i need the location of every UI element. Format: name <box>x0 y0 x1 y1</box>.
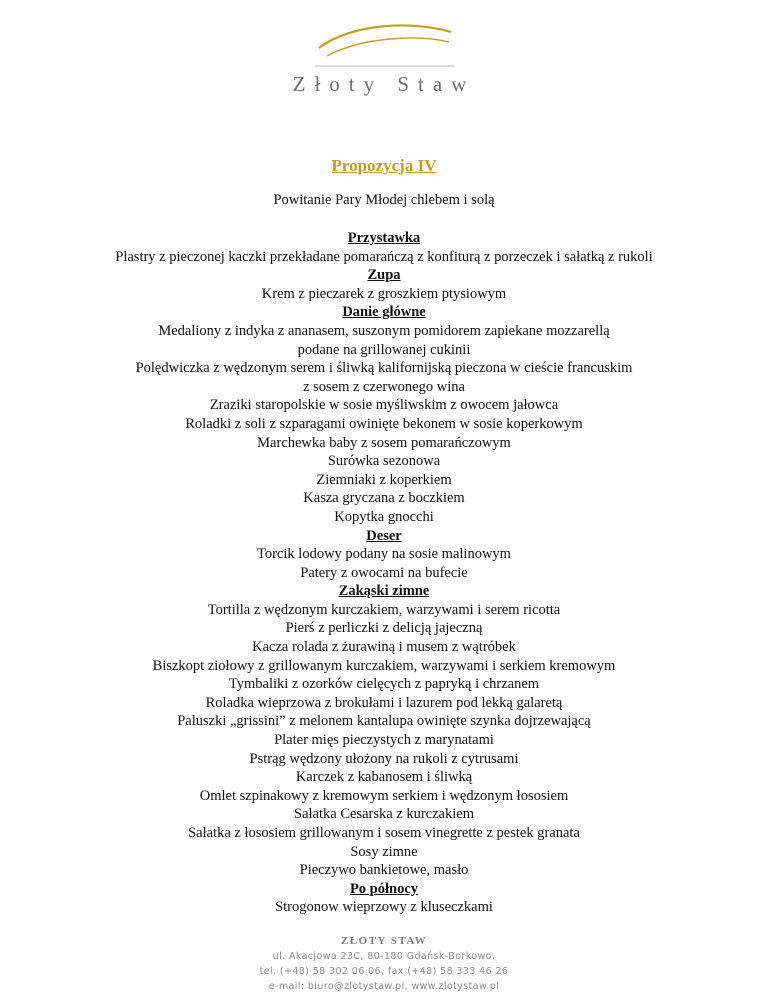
menu-item: Tymbaliki z ozorków cielęcych z papryką i chrzanem <box>228 676 540 693</box>
page-title: Propozycja IV <box>331 156 437 175</box>
menu-item: Krem z pieczarek z groszkiem ptysiowym <box>261 285 507 302</box>
menu-item: Pieczywo bankietowe, masło <box>299 862 469 879</box>
menu-item: podane na grillowanej cukinii <box>297 341 471 358</box>
menu-item: Polędwiczka z wędzonym serem i śliwką kalifornijską pieczona w cieście francuskim <box>135 360 633 377</box>
menu-item: Pstrąg wędzony ułożony na rukoli z cytrusami <box>249 750 519 767</box>
section-heading: Zakąski zimne <box>338 583 430 600</box>
menu-item: Strogonow wieprzowy z kluseczkami <box>275 899 493 916</box>
section-heading: Danie główne <box>342 304 426 321</box>
menu-item: Patery z owocami na bufecie <box>300 564 468 581</box>
section-heading: Przystawka <box>347 230 421 246</box>
welcome-line: Powitanie Pary Młodej chlebem i solą <box>273 192 495 208</box>
menu-item: Marchewka baby z sosem pomarańczowym <box>257 434 511 451</box>
section-heading: Zupa <box>367 267 401 284</box>
menu-item: Biszkopt ziołowy z grillowanym kurczakiem, warzywami i serkiem kremowym <box>152 657 616 674</box>
menu-item: z sosem z czerwonego wina <box>303 378 465 395</box>
logo-swoosh-icon <box>315 18 455 68</box>
menu-item: Tortilla z wędzonym kurczakiem, warzywami i serem ricotta <box>207 601 561 618</box>
footer-email: e-mail: biuro@zlotystaw.pl, www.zlotystaw.pl <box>268 981 500 992</box>
menu-item: Surówka sezonowa <box>327 453 441 470</box>
menu-item: Medaliony z indyka z ananasem, suszonym pomidorem zapiekane mozzarellą <box>158 322 610 339</box>
menu-item: Torcik lodowy podany na sosie malinowym <box>257 546 511 563</box>
section-heading: Po północy <box>349 880 419 897</box>
footer-address: ul. Akacjowa 23C, 80-180 Gdańsk-Borkowo, <box>272 951 496 962</box>
menu-item: Paluszki „grissini” z melonem kantalupa owinięte szynka dojrzewającą <box>177 713 591 730</box>
logo <box>0 0 768 110</box>
menu-item: Ziemniaki z koperkiem <box>316 471 452 488</box>
menu-item: Sosy zimne <box>350 843 418 860</box>
footer-phone: tel. (+48) 58 302 06 06, fax (+48) 58 333 46 26 <box>259 966 509 977</box>
menu-item: Kasza gryczana z boczkiem <box>303 490 465 507</box>
footer-company-name: ZŁOTY STAW <box>340 935 428 947</box>
footer <box>0 933 768 994</box>
menu-item: Roladka wieprzowa z brokułami i lazurem pod lekką galaretą <box>205 694 563 711</box>
menu-item: Kacza rolada z żurawiną i musem z wątróbek <box>252 639 516 656</box>
menu-item: Zraziki staropolskie w sosie myśliwskim z owocem jałowca <box>209 397 559 414</box>
menu-item: Omlet szpinakowy z kremowym serkiem i wędzonym łososiem <box>199 787 569 804</box>
menu-item: Sałatka Cesarska z kurczakiem <box>294 806 474 823</box>
menu-list <box>0 229 768 917</box>
menu-item: Roladki z soli z szparagami owinięte bekonem w sosie koperkowym <box>185 415 583 432</box>
menu-item: Karczek z kabanosem i śliwką <box>295 769 473 786</box>
menu-item: Plater mięs pieczystych z marynatami <box>274 732 494 749</box>
logo-text: Złoty Staw <box>292 72 476 96</box>
menu-item: Kopytka gnocchi <box>334 508 434 525</box>
section-heading: Deser <box>366 527 402 544</box>
menu-item: Plastry z pieczonej kaczki przekładane pomarańczą z konfiturą z porzeczek i sałatką z rukoli <box>115 248 653 265</box>
menu-item: Sałatka z łososiem grillowanym i sosem vinegrette z pestek granata <box>188 825 580 841</box>
menu-item: Pierś z perliczki z delicją jajeczną <box>285 620 483 637</box>
